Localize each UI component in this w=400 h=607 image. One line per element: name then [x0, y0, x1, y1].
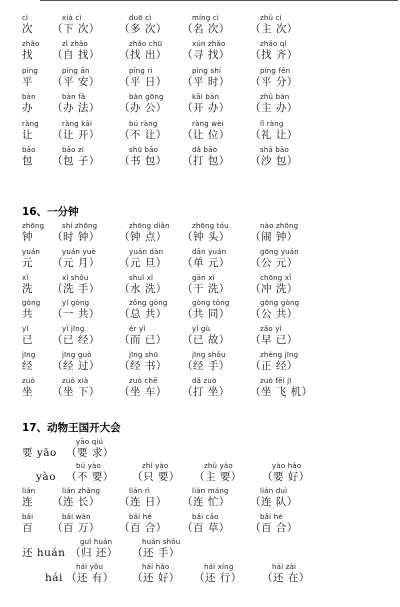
headword [22, 377, 35, 399]
hanzi-text: 连 [22, 496, 33, 508]
hanzi-text: （书 包） [119, 155, 167, 167]
pinyin-label: xǐ shǒu [62, 274, 89, 282]
vocab-row [0, 325, 400, 353]
headword [22, 146, 36, 168]
hanzi-text: （闹 钟） [250, 231, 298, 243]
hanzi-text: （打 坐） [182, 386, 230, 398]
pinyin-label: bàn gōng [129, 93, 164, 101]
pinyin-label: lián rì [129, 487, 151, 495]
lesson-heading: 16、一分钟 [22, 206, 79, 218]
pinyin-label: lǐ ràng [260, 120, 284, 128]
word-phrase [70, 538, 118, 560]
hanzi-text: （单 元） [182, 257, 230, 269]
headword [36, 462, 56, 484]
pinyin-label: dǎ zuò [192, 377, 217, 385]
pinyin-label: ràng wèi [192, 120, 224, 128]
hanzi-text: （平 时） [182, 76, 230, 88]
hanzi-text: （洗 手） [52, 283, 100, 295]
hanzi-text: （打 包） [182, 155, 230, 167]
headword [22, 40, 39, 62]
word-phrase [119, 274, 167, 296]
word-phrase [182, 67, 230, 89]
pinyin-label [45, 563, 63, 571]
vocab-row [0, 120, 400, 148]
word-phrase [52, 146, 100, 168]
vocab-row [0, 67, 400, 95]
vocab-row [0, 14, 400, 42]
pinyin-label: zhōng diǎn [129, 222, 170, 230]
word-phrase [194, 462, 242, 484]
hanzi-text: （要 求） [66, 447, 114, 459]
pinyin-label: shā bāo [260, 146, 290, 154]
hanzi-text: （连 日） [119, 496, 167, 508]
pinyin-label: bǎi hé [129, 513, 152, 521]
vocab-row [0, 563, 400, 591]
word-phrase [250, 377, 313, 399]
pinyin-label: dān yuán [192, 248, 227, 256]
pinyin-label: zhǐ yào [142, 462, 169, 470]
pinyin-label: bǎi [22, 513, 34, 521]
headword [22, 538, 65, 560]
pinyin-label: xià cì [62, 14, 82, 22]
headword [22, 274, 33, 296]
pinyin-label: píng shí [192, 67, 222, 75]
hanzi-text: （一 共） [52, 308, 100, 320]
vocab-row [0, 462, 400, 490]
hanzi-text: 百 [22, 522, 33, 534]
hanzi-text: （坐 飞 机） [250, 386, 313, 398]
pinyin-label: duō cì [129, 14, 152, 22]
hanzi-text: （已 经） [52, 334, 100, 346]
hanzi-text: （水 洗） [119, 283, 167, 295]
word-phrase [119, 40, 167, 62]
hanzi-text: （主 要） [194, 471, 242, 483]
hanzi-text: （还 好） [132, 572, 180, 584]
hanzi-text: （还 有） [66, 572, 114, 584]
word-phrase [250, 93, 298, 115]
word-phrase [182, 487, 230, 509]
hanzi-text: 让 [22, 129, 33, 141]
word-phrase [52, 248, 100, 270]
word-phrase [262, 462, 310, 484]
pinyin-label: kāi bàn [192, 93, 220, 101]
word-phrase [119, 377, 167, 399]
word-phrase [52, 513, 100, 535]
hanzi-text: （平 安） [52, 76, 100, 88]
pinyin-label: bǎi hé [260, 513, 283, 521]
hanzi-text: （办 公） [119, 102, 167, 114]
hanzi-text: （钟 点） [119, 231, 167, 243]
hanzi-text: 已 [22, 334, 33, 346]
pinyin-label: bāo [22, 146, 36, 154]
vocab-row [0, 538, 400, 566]
word-phrase [250, 14, 298, 36]
headword [22, 299, 40, 321]
headword [22, 351, 36, 373]
hanzi-text: （只 要） [132, 471, 180, 483]
hanzi-text: （不 要） [66, 471, 114, 483]
hanzi-text: 要 yāo [22, 447, 57, 459]
word-phrase [119, 325, 167, 347]
word-phrase [119, 487, 167, 509]
hanzi-text: （百 合） [119, 522, 167, 534]
pinyin-label: shí zhōng [62, 222, 98, 230]
pinyin-label: yāo qiú [76, 438, 104, 446]
word-phrase [194, 563, 242, 585]
lesson-heading: 17、动物王国开大会 [22, 422, 121, 434]
word-phrase [119, 146, 167, 168]
hanzi-text: （找 齐） [250, 49, 298, 61]
pinyin-label: gōng gòng [260, 299, 300, 307]
headword [22, 248, 40, 270]
vocab-row [0, 299, 400, 327]
hanzi-text: （自 找） [52, 49, 100, 61]
hanzi-text: （办 法） [52, 102, 100, 114]
vocab-row [0, 222, 400, 250]
pinyin-label: jīng guò [62, 351, 92, 359]
pinyin-label: cì [22, 14, 29, 22]
pinyin-label: ràng [22, 120, 39, 128]
word-phrase [52, 40, 100, 62]
pinyin-label: jīng shū [129, 351, 159, 359]
hanzi-text: （要 好） [262, 471, 310, 483]
vocab-row [0, 274, 400, 302]
hanzi-text: （正 经） [250, 360, 298, 372]
pinyin-label: lián máng [192, 487, 229, 495]
pinyin-label: yào hǎo [272, 462, 302, 470]
word-phrase [119, 67, 167, 89]
word-phrase [182, 120, 230, 142]
hanzi-text: （公 共） [250, 308, 298, 320]
hanzi-text: （开 办） [182, 102, 230, 114]
hanzi-text: 钟 [22, 231, 33, 243]
hanzi-text: （下 次） [52, 23, 100, 35]
hanzi-text: （冲 洗） [250, 283, 298, 295]
hanzi-text: （平 日） [119, 76, 167, 88]
pinyin-label: gòng tóng [192, 299, 230, 307]
pinyin-label: zhǎo qí [260, 40, 287, 48]
word-phrase [182, 274, 230, 296]
hanzi-text: 还 huán [22, 547, 66, 559]
pinyin-label: yǐ gù [192, 325, 211, 333]
hanzi-text: （还 行） [194, 572, 242, 584]
pinyin-label: gòng [22, 299, 41, 307]
hanzi-text: （而 已） [119, 334, 167, 346]
pinyin-label: zhǎo chū [129, 40, 163, 48]
pinyin-label: xún zhǎo [192, 40, 226, 48]
vocab-row [0, 377, 400, 405]
hanzi-text: （多 次） [119, 23, 167, 35]
pinyin-label [22, 538, 65, 546]
hanzi-text: 次 [22, 23, 33, 35]
word-phrase [262, 563, 310, 585]
hanzi-text: （找 出） [119, 49, 167, 61]
hanzi-text: 平 [22, 76, 33, 88]
pinyin-label: hái yǒu [76, 563, 104, 571]
hanzi-text: 共 [22, 308, 33, 320]
hanzi-text: （经 手） [182, 360, 230, 372]
word-phrase [52, 487, 100, 509]
hanzi-text: （坐 车） [119, 386, 167, 398]
pinyin-label: gōng yuán [260, 248, 299, 256]
word-phrase [52, 274, 100, 296]
word-phrase [52, 351, 100, 373]
word-phrase [182, 377, 230, 399]
hanzi-text: （时 钟） [52, 231, 100, 243]
hanzi-text: 包 [22, 155, 33, 167]
hanzi-text: （平 分） [250, 76, 298, 88]
pinyin-label: gān xǐ [192, 274, 215, 282]
word-phrase [52, 93, 100, 115]
word-phrase [52, 14, 100, 36]
hanzi-text: （还 在） [262, 572, 310, 584]
pinyin-label: ér yǐ [129, 325, 146, 333]
word-phrase [250, 299, 299, 321]
hanzi-text: （经 书） [119, 360, 167, 372]
pinyin-label: hái xíng [204, 563, 234, 571]
hanzi-text: 办 [22, 102, 33, 114]
pinyin-label: zuò [22, 377, 35, 385]
vocab-row [0, 248, 400, 276]
pinyin-label: bàn [22, 93, 36, 101]
pinyin-label: zǒng gòng [129, 299, 168, 307]
hanzi-text: （让 开） [52, 129, 100, 141]
word-phrase [182, 146, 230, 168]
headword [22, 93, 36, 115]
word-phrase [119, 299, 167, 321]
top-rule [40, 0, 398, 1]
word-phrase [250, 40, 298, 62]
pinyin-label: hái zài [272, 563, 297, 571]
hanzi-text: （经 过） [52, 360, 100, 372]
pinyin-label: yuán yuè [62, 248, 97, 256]
word-phrase [119, 222, 170, 244]
pinyin-label: zì zhǎo [62, 40, 88, 48]
pinyin-label: zhǔ bàn [260, 93, 290, 101]
pinyin-label: zhǎo [22, 40, 40, 48]
pinyin-label: bú yào [76, 462, 102, 470]
word-phrase [250, 248, 299, 270]
word-phrase [52, 325, 100, 347]
word-phrase [182, 248, 230, 270]
pinyin-label: yuán [22, 248, 41, 256]
hanzi-text: （元 旦） [119, 257, 167, 269]
word-phrase [250, 513, 298, 535]
pinyin-label [36, 462, 56, 470]
pinyin-label: yuán dàn [129, 248, 164, 256]
pinyin-label: xǐ [22, 274, 29, 282]
word-phrase [132, 563, 180, 585]
hanzi-text: （沙 包） [250, 155, 298, 167]
word-phrase [52, 120, 100, 142]
vocab-row [0, 513, 400, 541]
word-phrase [132, 462, 180, 484]
word-phrase [250, 120, 298, 142]
vocab-row [0, 351, 400, 379]
pinyin-label: yǐ [22, 325, 29, 333]
pinyin-label: lián [22, 487, 36, 495]
pinyin-label: bāo zi [62, 146, 85, 154]
hanzi-text: （连 长） [52, 496, 100, 508]
vocab-row [0, 40, 400, 68]
hanzi-text: （早 已） [250, 334, 298, 346]
vocab-row [0, 93, 400, 121]
word-phrase [119, 351, 167, 373]
pinyin-label: lián zhǎng [62, 487, 101, 495]
headword [22, 487, 35, 509]
pinyin-label: zuò xià [62, 377, 89, 385]
word-phrase [132, 538, 180, 560]
word-phrase [250, 146, 298, 168]
pinyin-label: píng rì [129, 67, 153, 75]
hanzi-text: （连 队） [250, 496, 298, 508]
hanzi-text: （还 手） [132, 547, 180, 559]
word-phrase [66, 563, 114, 585]
word-phrase [182, 513, 230, 535]
hanzi-text: （寻 找） [182, 49, 230, 61]
word-phrase [182, 93, 230, 115]
pinyin-label: shuǐ xǐ [129, 274, 154, 282]
hanzi-text: 元 [22, 257, 33, 269]
word-phrase [250, 325, 298, 347]
pinyin-label: huán shǒu [142, 538, 181, 546]
pinyin-label: zuò fēi jī [260, 377, 292, 385]
hanzi-text: （归 还） [70, 547, 118, 559]
word-phrase [52, 222, 100, 244]
pinyin-label: hái hǎo [142, 563, 170, 571]
hanzi-text: （让 位） [182, 129, 230, 141]
word-phrase [182, 222, 230, 244]
hanzi-text: （不 让） [119, 129, 167, 141]
pinyin-label: bǎi wàn [62, 513, 91, 521]
pinyin-label: zhǔ yào [204, 462, 233, 470]
pinyin-label: zǎo yǐ [260, 325, 282, 333]
hanzi-text: （连 忙） [182, 496, 230, 508]
hanzi-text: （干 洗） [182, 283, 230, 295]
hanzi-text: （总 共） [119, 308, 167, 320]
hanzi-text: （主 次） [250, 23, 298, 35]
pinyin-label [22, 438, 57, 446]
hanzi-text: hái [45, 572, 63, 584]
hanzi-text: 找 [22, 49, 33, 61]
word-phrase [66, 438, 114, 460]
vocab-row [0, 487, 400, 515]
pinyin-label: dǎ bāo [192, 146, 218, 154]
word-phrase [119, 248, 167, 270]
pinyin-label: guī huán [80, 538, 113, 546]
pinyin-label: bǎi cǎo [192, 513, 219, 521]
headword [22, 120, 39, 142]
pinyin-label: píng [22, 67, 39, 75]
word-phrase [52, 377, 100, 399]
pinyin-label: shū bāo [129, 146, 159, 154]
word-phrase [182, 14, 230, 36]
pinyin-label: ràng kāi [62, 120, 93, 128]
hanzi-text: （礼 让） [250, 129, 298, 141]
word-phrase [119, 14, 167, 36]
pinyin-label: chōng xǐ [260, 274, 292, 282]
word-phrase [250, 351, 298, 373]
pinyin-label: yǐ jīng [62, 325, 85, 333]
headword [22, 325, 33, 347]
hanzi-text: 经 [22, 360, 33, 372]
headword [22, 67, 38, 89]
headword [22, 513, 33, 535]
pinyin-label: zhèng jīng [260, 351, 299, 359]
word-phrase [182, 40, 230, 62]
word-phrase [250, 487, 298, 509]
hanzi-text: （已 故） [182, 334, 230, 346]
pinyin-label: píng fēn [260, 67, 291, 75]
pinyin-label: bú ràng [129, 120, 158, 128]
hanzi-text: （包 子） [52, 155, 100, 167]
hanzi-text: （百 草） [182, 522, 230, 534]
word-phrase [250, 274, 298, 296]
hanzi-text: （钟 头） [182, 231, 230, 243]
headword [22, 438, 57, 460]
word-phrase [250, 67, 298, 89]
pinyin-label: zhōng [22, 222, 45, 230]
hanzi-text: （百 万） [52, 522, 100, 534]
pinyin-label: bàn fǎ [62, 93, 86, 101]
word-phrase [119, 93, 167, 115]
word-phrase [119, 513, 167, 535]
headword [45, 563, 63, 585]
hanzi-text: （主 办） [250, 102, 298, 114]
hanzi-text: （元 月） [52, 257, 100, 269]
headword [22, 222, 44, 244]
word-phrase [182, 299, 230, 321]
hanzi-text: （坐 下） [52, 386, 100, 398]
pinyin-label: zhōng tóu [192, 222, 229, 230]
hanzi-text: （公 元） [250, 257, 298, 269]
pinyin-label: nào zhōng [260, 222, 299, 230]
word-phrase [119, 120, 167, 142]
word-phrase [182, 325, 230, 347]
word-phrase [52, 67, 100, 89]
word-phrase [52, 299, 100, 321]
pinyin-label: zuò chē [129, 377, 158, 385]
pinyin-label: yí gòng [62, 299, 90, 307]
word-phrase [250, 222, 298, 244]
hanzi-text: （名 次） [182, 23, 230, 35]
hanzi-text: 洗 [22, 283, 33, 295]
pinyin-label: jīng shǒu [192, 351, 226, 359]
hanzi-text: （共 同） [182, 308, 230, 320]
word-phrase [182, 351, 230, 373]
pinyin-label: píng ān [62, 67, 90, 75]
headword [22, 14, 33, 36]
hanzi-text: （百 合） [250, 522, 298, 534]
pinyin-label: zhǔ cì [260, 14, 282, 22]
hanzi-text: 坐 [22, 386, 33, 398]
pinyin-label: míng cì [192, 14, 220, 22]
word-phrase [66, 462, 114, 484]
pinyin-label: jīng [22, 351, 36, 359]
pinyin-label: lián duì [260, 487, 288, 495]
vocab-row [0, 146, 400, 174]
hanzi-text: yào [36, 471, 57, 483]
